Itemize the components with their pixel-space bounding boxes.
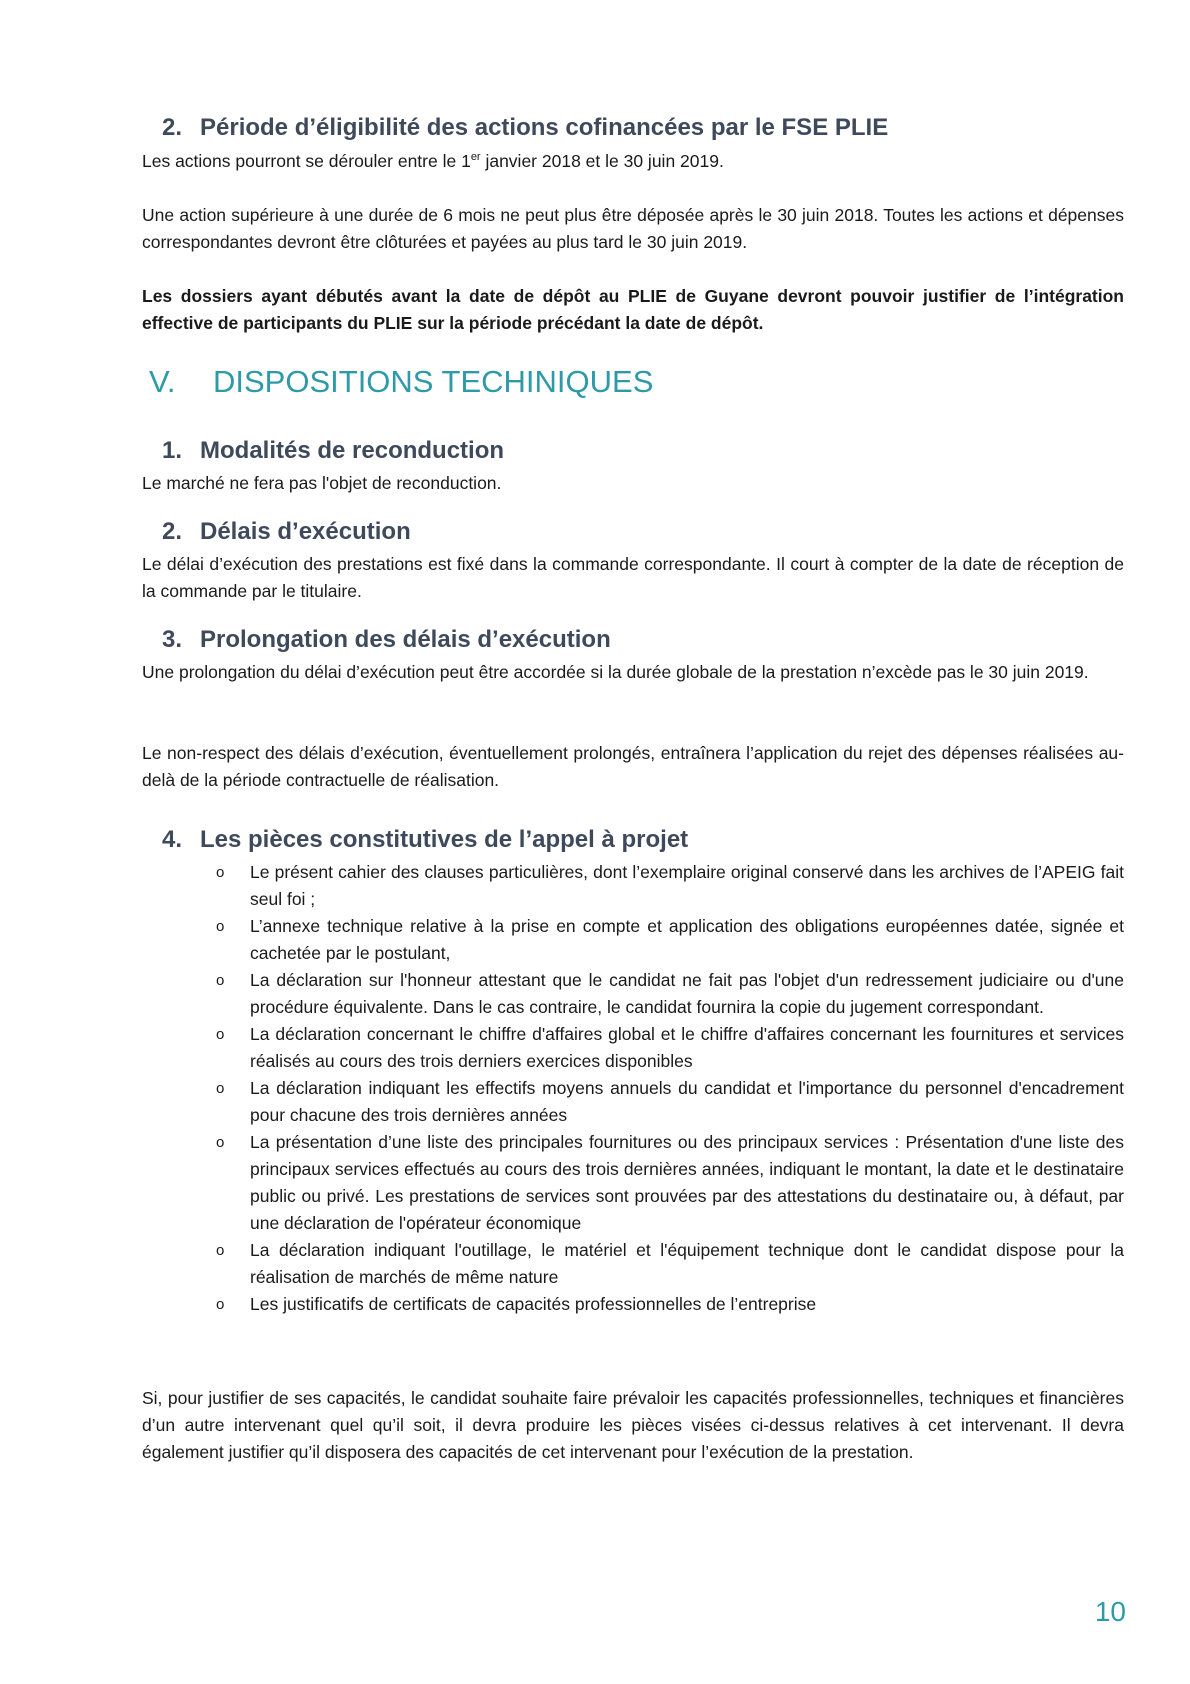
paragraph-non-respect: Le non-respect des délais d’exécution, éventuellement prolongés, entraînera l’application du rejet des dépenses réalisées au-delà de la période contractuelle de réalisation.: [142, 743, 1124, 790]
paragraph-reconduction: Le marché ne fera pas l'objet de reconduction.: [142, 473, 502, 493]
list-item: o Le présent cahier des clauses particulières, dont l’exemplaire original conservé dans les archives de l’APEIG fait seul foi ;: [142, 859, 1124, 913]
paragraph-periode-duree: Une action supérieure à une durée de 6 mois ne peut plus être déposée après le 30 juin 2018. Toutes les actions et dépenses correspondantes devront être clôturées et payées au plus tard le 30 juin 2019.: [142, 205, 1124, 252]
section-heading-prolongation: 3. Prolongation des délais d’exécution: [162, 626, 611, 653]
paragraph-capacites: Si, pour justifier de ses capacités, le candidat souhaite faire prévaloir les capacités professionnelles, techniques et financières d’un autre intervenant quel qu’il soit, il devra produire les pièces visées ci-dessus relatives à cet intervenant. Il devra également justifier qu’il disposera des capacités de cet intervenant pour l’exécution de la prestation.: [142, 1388, 1124, 1462]
section-heading-periode: 2. Période d’éligibilité des actions cofinancées par le FSE PLIE: [162, 114, 889, 141]
list-item: o La déclaration concernant le chiffre d'affaires global et le chiffre d'affaires concernant les fournitures et services réalisés au cours des trois derniers exercices disponibles: [142, 1021, 1124, 1075]
list-item: o La déclaration sur l'honneur attestant que le candidat ne fait pas l'objet d'un redressement judiciaire ou d'une procédure équivalente. Dans le cas contraire, le candidat fournira la copie du jugement correspondant.: [142, 967, 1124, 1021]
bullet-icon: o: [216, 864, 225, 881]
bullet-icon: o: [216, 918, 225, 935]
list-item: o Les justificatifs de certificats de capacités professionnelles de l’entreprise: [142, 1291, 1124, 1318]
chapter-heading: V. DISPOSITIONS TECHINIQUES: [149, 364, 654, 399]
section-heading-reconduction: 1. Modalités de reconduction: [162, 437, 505, 464]
pieces-list: [142, 859, 1124, 1318]
section-heading-delais: 2. Délais d’exécution: [162, 518, 411, 545]
paragraph-prolongation: Une prolongation du délai d’exécution peut être accordée si la durée globale de la prestation n’excède pas le 30 juin 2019.: [142, 662, 1089, 682]
paragraph-periode-dossiers: Les dossiers ayant débutés avant la date de dépôt au PLIE de Guyane devront pouvoir justifier de l’intégration effective de participants du PLIE sur la période précédant la date de dépôt.: [142, 286, 1124, 333]
list-item: o L’annexe technique relative à la prise en compte et application des obligations européennes datée, signée et cachetée par le postulant,: [142, 913, 1124, 967]
bullet-icon: o: [216, 1080, 225, 1097]
list-item: o La présentation d’une liste des principales fournitures ou des principaux services : Présentation d'une liste des principaux services effectués au cours des trois dernières années, indiquant le montant, la date et le destinataire public ou privé. Les prestations de services sont prouvées par des attestations du destinataire ou, à défaut, par une déclaration de l'opérateur économique: [142, 1129, 1124, 1237]
bullet-icon: o: [216, 1026, 225, 1043]
paragraph-delais: Le délai d’exécution des prestations est fixé dans la commande correspondante. Il court à compter de la date de réception de la commande par le titulaire.: [142, 554, 1124, 601]
list-item: o La déclaration indiquant l'outillage, le matériel et l'équipement technique dont le candidat dispose pour la réalisation de marchés de même nature: [142, 1237, 1124, 1291]
bullet-icon: o: [216, 1296, 225, 1313]
bullet-icon: o: [216, 972, 225, 989]
bullet-icon: o: [216, 1242, 225, 1259]
paragraph-periode-dates: Les actions pourront se dérouler entre le 1er janvier 2018 et le 30 juin 2019.: [142, 151, 724, 171]
list-item: o La déclaration indiquant les effectifs moyens annuels du candidat et l'importance du personnel d'encadrement pour chacune des trois dernières années: [142, 1075, 1124, 1129]
section-heading-pieces: 4. Les pièces constitutives de l’appel à projet: [162, 826, 689, 853]
bullet-icon: o: [216, 1134, 225, 1151]
page-number: 10: [1094, 1596, 1126, 1627]
